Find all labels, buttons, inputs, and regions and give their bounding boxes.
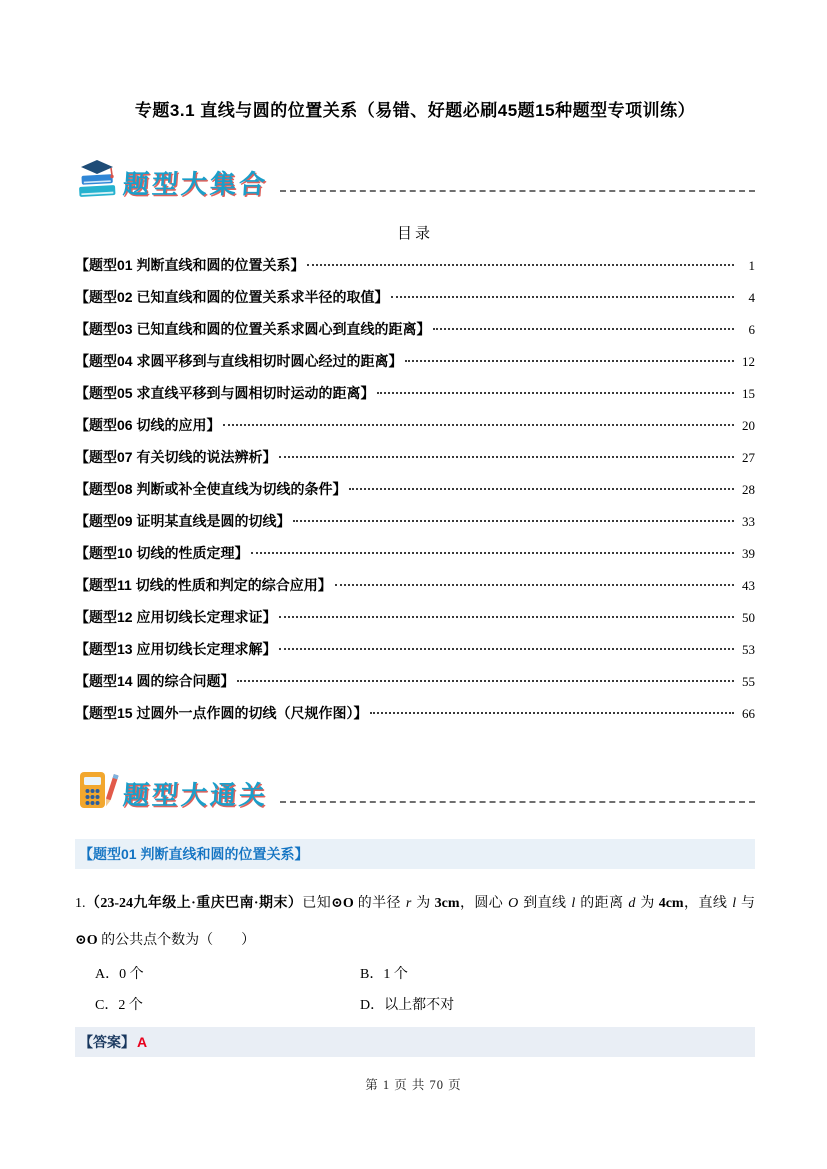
toc-item-page: 6 bbox=[748, 322, 755, 338]
toc-row bbox=[75, 479, 755, 511]
toc-item-page: 28 bbox=[742, 482, 755, 498]
option: B．1 个 bbox=[360, 967, 408, 983]
question-segment: 到直线 bbox=[519, 896, 571, 912]
toc-row bbox=[75, 415, 755, 447]
toc-item-page: 39 bbox=[742, 546, 755, 562]
question-segment: ⊙O bbox=[331, 896, 354, 912]
toc-dotted-leader bbox=[335, 584, 734, 586]
toc-dotted-leader bbox=[370, 712, 734, 714]
toc-item-label: 【题型07 有关切线的说法辨析】 bbox=[75, 449, 277, 466]
banner-collection-title: 题型大集合 bbox=[121, 168, 270, 199]
toc-dotted-leader bbox=[293, 520, 734, 522]
question-segment: d bbox=[628, 896, 636, 912]
toc-row bbox=[75, 511, 755, 543]
answer-label: 【答案】 bbox=[79, 1034, 135, 1051]
question-segment: ，圆心 bbox=[459, 896, 508, 912]
question-segment: 的公共点个数为（ ） bbox=[97, 933, 256, 949]
toc-item-page: 15 bbox=[742, 386, 755, 402]
question-segment: ⊙O bbox=[75, 933, 98, 949]
toc-item-page: 33 bbox=[742, 514, 755, 530]
toc-item-page: 1 bbox=[748, 258, 755, 274]
toc-list bbox=[75, 255, 755, 735]
toc-item-label: 【题型08 判断或补全使直线为切线的条件】 bbox=[75, 481, 347, 498]
toc-dotted-leader bbox=[251, 552, 734, 554]
toc-row bbox=[75, 319, 755, 351]
toc-item-page: 20 bbox=[742, 418, 755, 434]
question-text bbox=[75, 885, 755, 959]
toc-item-page: 12 bbox=[742, 354, 755, 370]
toc-item-page: 4 bbox=[748, 290, 755, 306]
calculator-pencil-icon bbox=[75, 769, 119, 811]
question-segment: r bbox=[405, 896, 412, 912]
toc-item-page: 27 bbox=[742, 450, 755, 466]
toc-dotted-leader bbox=[307, 264, 734, 266]
option: D．以上都不对 bbox=[360, 998, 455, 1014]
toc-item-label: 【题型13 应用切线长定理求解】 bbox=[75, 641, 277, 658]
toc-item-label: 【题型05 求直线平移到与圆相切时运动的距离】 bbox=[75, 385, 375, 402]
question-segment: 已知 bbox=[302, 896, 332, 912]
toc-item-label: 【题型02 已知直线和圆的位置关系求半径的取值】 bbox=[75, 289, 389, 306]
question-segment: l bbox=[571, 896, 576, 912]
toc-dotted-leader bbox=[223, 424, 734, 426]
question-segment: 1. bbox=[75, 896, 86, 912]
option: A．0 个 bbox=[95, 967, 144, 983]
toc-dotted-leader bbox=[433, 328, 734, 330]
toc-item-page: 43 bbox=[742, 578, 755, 594]
toc-row bbox=[75, 255, 755, 287]
question-segment: 为 bbox=[636, 896, 659, 912]
banner-collection bbox=[75, 158, 755, 200]
toc-item-label: 【题型09 证明某直线是圆的切线】 bbox=[75, 513, 291, 530]
toc-row bbox=[75, 383, 755, 415]
toc-item-page: 66 bbox=[742, 706, 755, 722]
topic-01-heading: 【题型01 判断直线和圆的位置关系】 bbox=[75, 839, 755, 869]
dashed-divider bbox=[280, 801, 755, 803]
toc-item-label: 【题型04 求圆平移到与直线相切时圆心经过的距离】 bbox=[75, 353, 403, 370]
question-segment: 与 bbox=[737, 896, 756, 912]
toc-row bbox=[75, 671, 755, 703]
options-grid bbox=[95, 959, 755, 1021]
toc-row bbox=[75, 287, 755, 319]
page-footer: 第 1 页 共 70 页 bbox=[365, 1078, 462, 1092]
question-segment: O bbox=[508, 896, 519, 912]
dashed-divider bbox=[280, 190, 755, 192]
toc-row bbox=[75, 703, 755, 735]
toc-item-page: 55 bbox=[742, 674, 755, 690]
toc-item-label: 【题型06 切线的应用】 bbox=[75, 417, 221, 434]
option: C．2 个 bbox=[95, 998, 143, 1014]
toc-dotted-leader bbox=[405, 360, 734, 362]
toc-item-label: 【题型01 判断直线和圆的位置关系】 bbox=[75, 257, 305, 274]
question-segment: 3cm bbox=[434, 896, 460, 912]
toc-dotted-leader bbox=[237, 680, 734, 682]
books-graduation-icon bbox=[75, 158, 119, 200]
answer-bar bbox=[75, 1027, 755, 1057]
toc-dotted-leader bbox=[279, 456, 734, 458]
toc-item-label: 【题型11 切线的性质和判定的综合应用】 bbox=[75, 577, 332, 594]
question-segment: （23-24九年级上·重庆巴南·期末） bbox=[85, 896, 303, 912]
question-segment: ，直线 bbox=[683, 896, 732, 912]
toc-row bbox=[75, 575, 755, 607]
toc-dotted-leader bbox=[279, 616, 734, 618]
question-segment: 4cm bbox=[658, 896, 684, 912]
toc-row bbox=[75, 639, 755, 671]
toc-item-page: 50 bbox=[742, 610, 755, 626]
toc-dotted-leader bbox=[279, 648, 734, 650]
toc-item-label: 【题型15 过圆外一点作圆的切线（尺规作图）】 bbox=[75, 705, 368, 722]
banner-pass-title: 题型大通关 bbox=[121, 779, 270, 810]
toc-dotted-leader bbox=[349, 488, 734, 490]
toc-row bbox=[75, 447, 755, 479]
toc-dotted-leader bbox=[377, 392, 734, 394]
toc-item-page: 53 bbox=[742, 642, 755, 658]
answer-value: A bbox=[137, 1034, 148, 1051]
toc-dotted-leader bbox=[391, 296, 734, 298]
toc-item-label: 【题型12 应用切线长定理求证】 bbox=[75, 609, 277, 626]
toc-row bbox=[75, 543, 755, 575]
banner-pass bbox=[75, 769, 755, 811]
question-segment: 为 bbox=[412, 896, 435, 912]
toc-item-label: 【题型03 已知直线和圆的位置关系求圆心到直线的距离】 bbox=[75, 321, 431, 338]
question-segment: l bbox=[732, 896, 737, 912]
toc-item-label: 【题型14 圆的综合问题】 bbox=[75, 673, 235, 690]
question-segment: 的距离 bbox=[576, 896, 628, 912]
question-segment: 的半径 bbox=[353, 896, 405, 912]
toc-row bbox=[75, 607, 755, 639]
toc-item-label: 【题型10 切线的性质定理】 bbox=[75, 545, 249, 562]
page-title: 专题3.1 直线与圆的位置关系（易错、好题必刷45题15种题型专项训练） bbox=[134, 101, 696, 120]
toc-heading: 目录 bbox=[396, 226, 433, 243]
toc-row bbox=[75, 351, 755, 383]
